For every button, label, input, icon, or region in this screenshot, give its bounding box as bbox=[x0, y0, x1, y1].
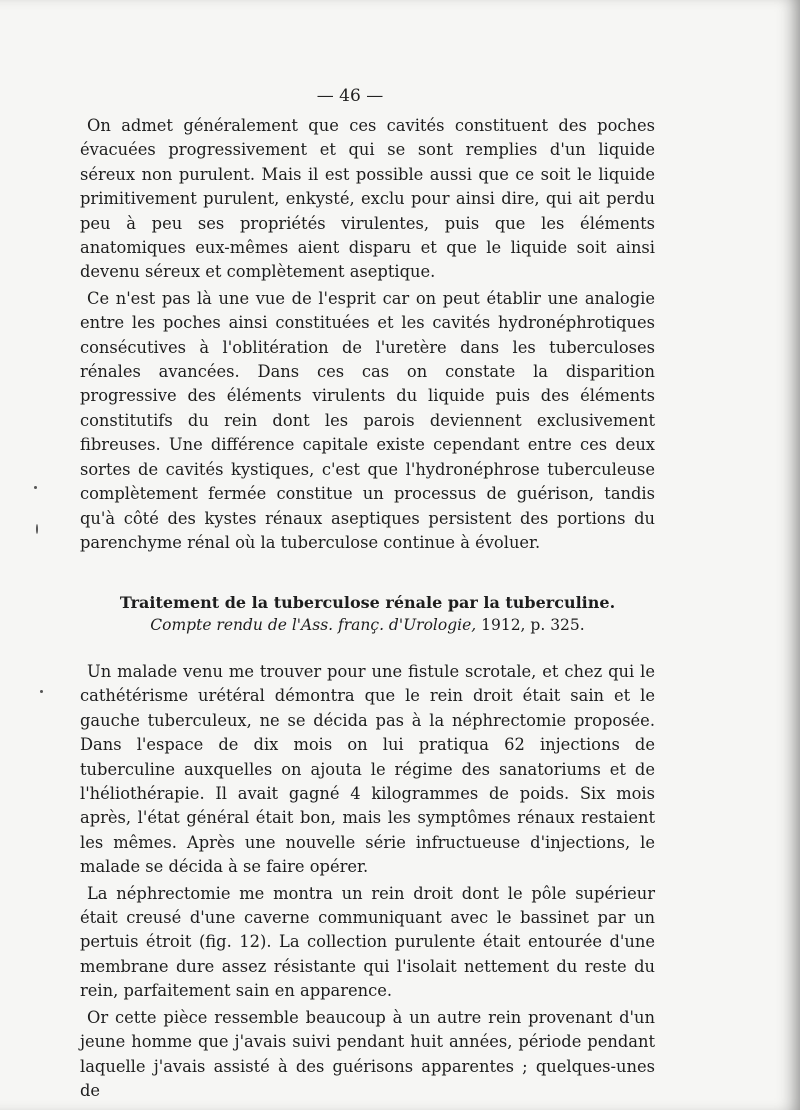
section-heading bbox=[80, 592, 655, 636]
section-title: Traitement de la tuberculose rénale par la tuberculine. bbox=[119, 593, 616, 612]
paragraph: La néphrectomie me montra un rein droit dont le pôle supérieur était creusé d'une caverne communiquant avec le bassinet par un pertuis étroit (fig. 12). La collection purulente était entourée d'une membrane dure assez résistante qui l'isolait nettement du reste du rein, parfaitement sain en apparence. bbox=[80, 883, 655, 1001]
section-reference bbox=[80, 614, 655, 636]
scan-speck bbox=[34, 486, 37, 489]
paragraph: On admet généralement que ces cavités constituent des poches évacuées progressivement et qui se sont remplies d'un liquide séreux non purulent. Mais il est possible aussi que ce soit le liquide primitivement purulent, enkysté, exclu pour ainsi dire, qui ait perdu peu à peu ses propriétés virulentes, puis que les éléments anatomiques eux-mêmes aient disparu et que le liquide soit ainsi devenu séreux et complètement aseptique. bbox=[80, 116, 655, 282]
page-number: — 46 — bbox=[316, 86, 384, 106]
scan-speck bbox=[40, 690, 43, 693]
body-text-section-1 bbox=[80, 114, 655, 555]
paragraph: Or cette pièce ressemble beaucoup à un autre rein provenant d'un jeune homme que j'avais suivi pendant huit années, période pendant laquelle j'avais assisté à des guérisons apparentes ; quelques-unes de bbox=[80, 1007, 655, 1100]
scan-speck bbox=[36, 524, 38, 534]
paragraph: Ce n'est pas là une vue de l'esprit car on peut établir une analogie entre les poches ainsi constituées et les cavités hydronéphrotiques consécutives à l'oblitération de l'uretère dans les tuberculoses rénales avancées. Dans ces cas on constate la disparition progressive des éléments virulents du liquide puis des éléments constitutifs du rein dont les parois deviennent exclusivement fibreuses. Une différence capitale existe cependant entre ces deux sortes de cavités kystiques, c'est que l'hydronéphrose tuberculeuse complètement fermée constitue un processus de guérison, tandis qu'à côté des kystes rénaux aseptiques persistent des portions du parenchyme rénal où la tuberculose continue à évoluer. bbox=[80, 288, 655, 552]
paragraph: Un malade venu me trouver pour une fistule scrotale, et chez qui le cathétérisme urétéral démontra que le rein droit était sain et le gauche tuberculeux, ne se décida pas à la néphrectomie proposée. Dans l'espace de dix mois on lui pratiqua 62 injections de tuberculine auxquelles on ajouta le régime des sanatoriums et de l'héliothérapie. Il avait gagné 4 kilogrammes de poids. Six mois après, l'état général était bon, mais les symptômes rénaux restaient les mêmes. Après une nouvelle série infructueuse d'injections, le malade se décida à se faire opérer. bbox=[80, 662, 655, 877]
reference-journal: Compte rendu de l'Ass. franç. d'Urologie, bbox=[150, 616, 477, 634]
body-text-section-2 bbox=[80, 660, 655, 1103]
reference-year-page: 1912, p. 325. bbox=[476, 616, 585, 634]
